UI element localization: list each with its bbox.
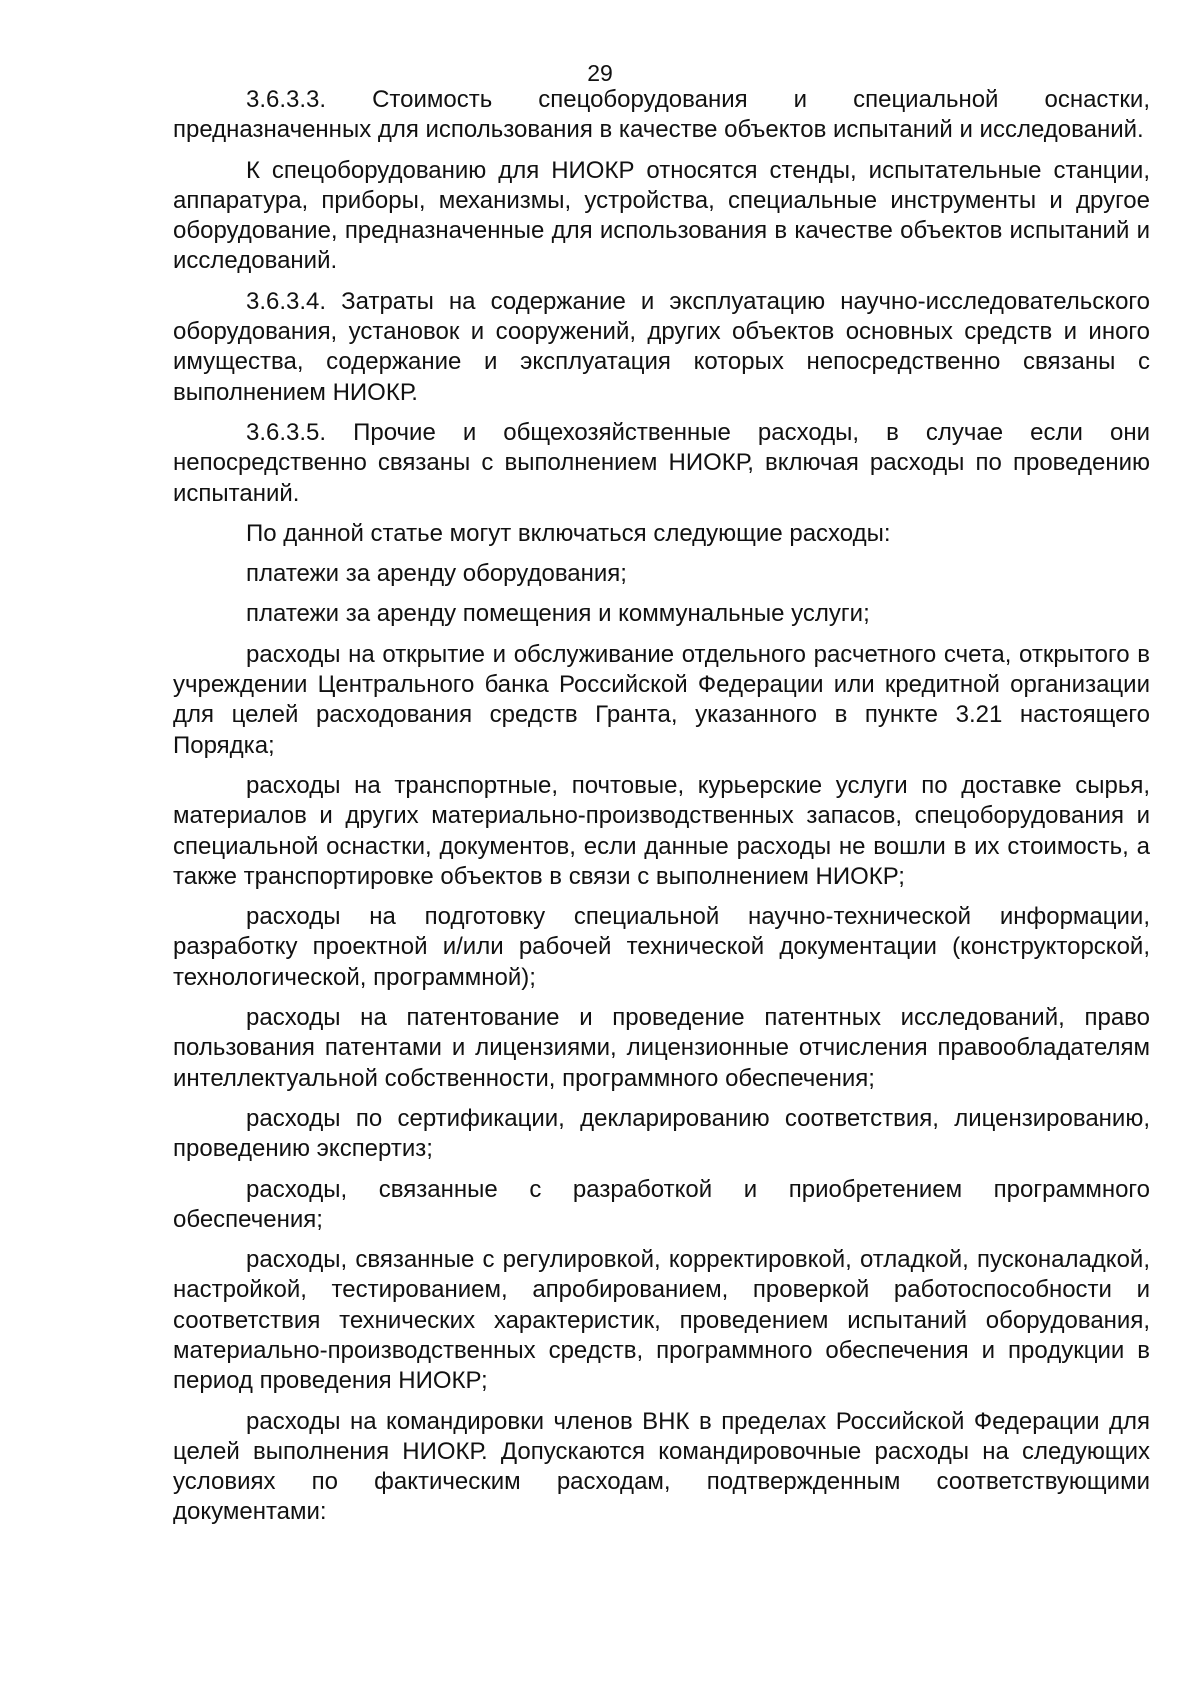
list-item-certification: расходы по сертификации, декларированию соответствия, лицензированию, проведению экспертиз; (173, 1104, 1150, 1163)
list-item-premises-rent: платежи за аренду помещения и коммунальные услуги; (246, 600, 870, 628)
paragraph-intro-list: По данной статье могут включаться следующие расходы: (246, 519, 891, 547)
document-body (173, 85, 1150, 1538)
list-item-software: расходы, связанные с разработкой и приобретением программного обеспечения; (173, 1175, 1150, 1233)
paragraph-3-6-3-5: 3.6.3.5. Прочие и общехозяйственные расходы, в случае если они непосредственно связаны с выполнением НИОКР, включая расходы по проведению испытаний. (173, 418, 1150, 507)
paragraph-3-6-3-4: 3.6.3.4. Затраты на содержание и эксплуатацию научно-исследовательского оборудования, установок и сооружений, других объектов основных средств и иного имущества, содержание и эксплуатация которых непосредственно связаны с выполнением НИОКР. (173, 287, 1150, 406)
list-item-travel: расходы на командировки членов ВНК в пределах Российской Федерации для целей выполнения НИОКР. Допускаются командировочные расходы на следующих условиях по фактическим расходам, подтвержденным соответствующими документами: (173, 1407, 1150, 1526)
list-item-bank-account: расходы на открытие и обслуживание отдельного расчетного счета, открытого в учреждении Центрального банка Российской Федерации или кредитной организации для целей расходования средств Гранта, указанного в пункте 3.21 настоящего Порядка; (173, 640, 1150, 759)
paragraph-special-equipment: К спецоборудованию для НИОКР относятся стенды, испытательные станции, аппаратура, приборы, механизмы, устройства, специальные инструменты и другое оборудование, предназначенные для использования в качестве объектов испытаний и исследований. (173, 156, 1150, 275)
list-item-documentation: расходы на подготовку специальной научно-технической информации, разработку проектной и/или рабочей технической документации (конструкторской, технологической, программной); (173, 903, 1150, 991)
list-item-equipment-rent: платежи за аренду оборудования; (246, 560, 627, 588)
page-number: 29 (587, 60, 613, 86)
list-item-transport: расходы на транспортные, почтовые, курьерские услуги по доставке сырья, материалов и других материально-производственных запасов, спецоборудования и специальной оснастки, документов, если данные расходы не вошли в их стоимость, а также транспортировке объектов в связи с выполнением НИОКР; (173, 771, 1150, 890)
list-item-patents: расходы на патентование и проведение патентных исследований, право пользования патентами и лицензиями, лицензионные отчисления правообладателям интеллектуальной собственности, программного обеспечения; (173, 1004, 1150, 1092)
list-item-testing: расходы, связанные с регулировкой, корректировкой, отладкой, пусконаладкой, настройкой, тестированием, апробированием, проверкой работоспособности и соответствия технических характеристик, проведением испытаний оборудования, материально-производственных средств, программного обеспечения и продукции в период проведения НИОКР; (173, 1246, 1150, 1395)
paragraph-3-6-3-3: 3.6.3.3. Стоимость спецоборудования и специальной оснастки, предназначенных для использования в качестве объектов испытаний и исследований. (173, 86, 1150, 144)
